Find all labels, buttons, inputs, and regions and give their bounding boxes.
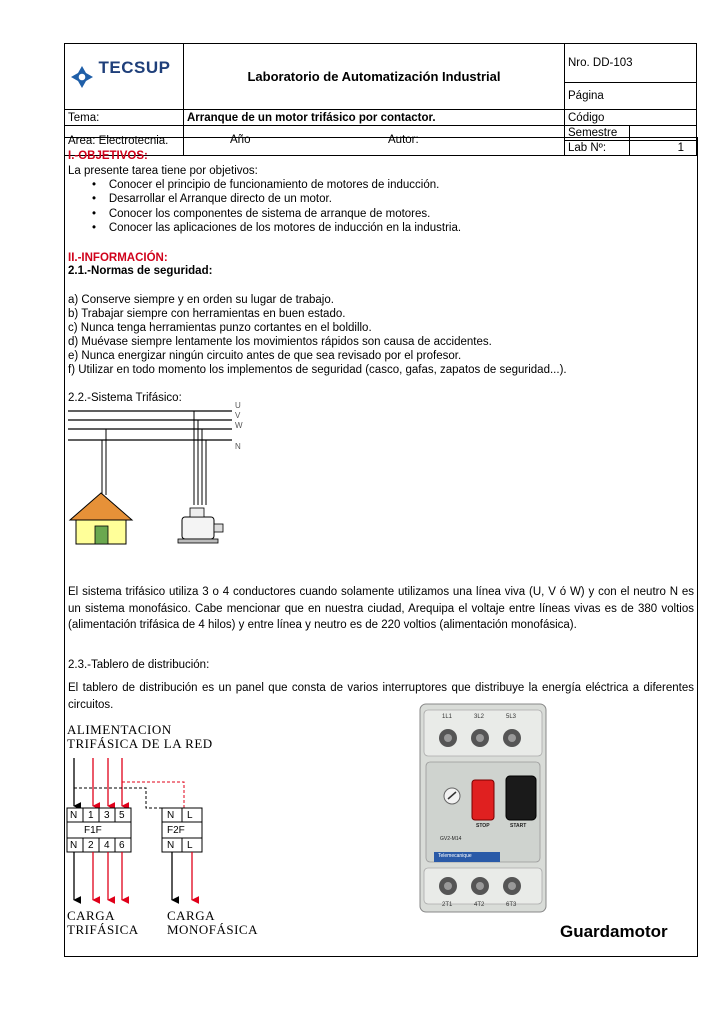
- norma-item: b) Trabajar siempre con herramientas en buen estado.: [68, 308, 346, 320]
- lab-title: Laboratorio de Automatización Industrial: [184, 44, 565, 110]
- codigo-cell: Código: [565, 110, 697, 126]
- tablero-paragraph: El tablero de distribución es un panel que consta de varios interruptores que distribuye la energía eléctrica a diferentes circuitos.: [68, 682, 694, 711]
- f2f-top-n: N: [167, 810, 175, 821]
- logo-text: TECSUP: [98, 57, 171, 77]
- norma-item: e) Nunca energizar ningún circuito antes de que sea revisado por el profesor.: [68, 350, 462, 362]
- list-item: • Conocer las aplicaciones de los motores de inducción en la industria.: [92, 222, 462, 234]
- logo-cell: [65, 44, 184, 110]
- list-item: • Conocer el principio de funcionamiento de motores de inducción.: [92, 179, 440, 191]
- f2f-bottom-l: L: [187, 840, 193, 851]
- tema-label: Tema:: [65, 110, 184, 126]
- terminal-label: 3L2: [474, 714, 485, 720]
- area-cell: Area: Electrotecnia.: [65, 126, 184, 156]
- nro-cell: Nro. DD-103: [565, 44, 697, 83]
- model-label: GV2-M14: [440, 836, 462, 842]
- guardamotor-image: [396, 700, 566, 916]
- start-label: START: [510, 823, 527, 829]
- norma-item: f) Utilizar en todo momento los implementos de seguridad (casco, gafas, zapatos de seguridad...).: [68, 364, 567, 376]
- guardamotor-caption: Guardamotor: [560, 922, 668, 941]
- tema-value: Arranque de un motor trifásico por contactor.: [184, 110, 565, 126]
- carga-trifasica-2: TRIFÁSICA: [67, 922, 139, 937]
- house-icon: [70, 493, 132, 544]
- motor-icon: [178, 508, 223, 543]
- diagram-title-1: ALIMENTACION: [67, 722, 172, 737]
- autor-label: Autor:: [388, 134, 419, 146]
- objetivos-title: I.-OBJETIVOS:: [68, 150, 148, 162]
- terminal-label: 4T2: [474, 902, 485, 908]
- informacion-title: II.-INFORMACIÓN:: [68, 252, 168, 264]
- semestre-cell: Semestre: [565, 126, 630, 141]
- lab-no-value: 1: [630, 141, 697, 156]
- stop-label: STOP: [476, 823, 490, 829]
- stop-button-icon: [472, 780, 494, 820]
- list-item: • Desarrollar el Arranque directo de un motor.: [92, 193, 332, 205]
- terminal-label: 2T1: [442, 902, 453, 908]
- three-phase-diagram: [66, 400, 256, 550]
- label-u: U: [235, 401, 241, 410]
- f1f-top-1: 1: [88, 810, 94, 821]
- normas-title: 2.1.-Normas de seguridad:: [68, 265, 213, 277]
- f1f-bottom-2: 2: [88, 840, 94, 851]
- brand-label: Telemecanique: [438, 853, 472, 859]
- terminal-label: 1L1: [442, 714, 453, 720]
- f1f-label: F1F: [84, 825, 102, 836]
- terminal-label: 5L3: [506, 714, 517, 720]
- terminal-label: 6T3: [506, 902, 517, 908]
- norma-item: a) Conserve siempre y en orden su lugar de trabajo.: [68, 294, 334, 306]
- carga-monofasica-2: MONOFÁSICA: [167, 922, 258, 937]
- lab-no-cell: Lab Nº:: [565, 141, 630, 156]
- anio-label: Año: [230, 134, 251, 146]
- f2f-label: F2F: [167, 825, 185, 836]
- label-v: V: [235, 411, 241, 420]
- label-w: W: [235, 421, 243, 430]
- sistema-paragraph: El sistema trifásico utiliza 3 o 4 conductores cuando solamente utilizamos una línea viva (U, V ó W) y con el neutro N es un sistema monofásico. Cabe mencionar que en nuestra ciudad, Arequipa el voltaje entre líneas vivas es de 380 voltios (alimentación trifásica de 4 hilos) y entre línea y neutro es de 220 voltios (alimentación monofásica).: [68, 586, 694, 631]
- f1f-bottom-6: 6: [119, 840, 125, 851]
- diagram-title-2: TRIFÁSICA DE LA RED: [67, 736, 213, 751]
- f2f-bottom-n: N: [167, 840, 175, 851]
- f1f-top-5: 5: [119, 810, 125, 821]
- pagina-cell: Página: [565, 83, 697, 110]
- norma-item: d) Muévase siempre lentamente los movimientos rápidos son causa de accidentes.: [68, 336, 492, 348]
- f2f-top-l: L: [187, 810, 193, 821]
- f1f-bottom-4: 4: [104, 840, 110, 851]
- norma-item: c) Nunca tenga herramientas punzo cortantes en el boldillo.: [68, 322, 372, 334]
- label-n: N: [235, 442, 241, 451]
- f1f-top-n: N: [70, 810, 78, 821]
- list-item: • Conocer los componentes de sistema de arranque de motores.: [92, 208, 431, 220]
- sistema-title: 2.2.-Sistema Trifásico:: [68, 392, 182, 404]
- objetivos-intro: La presente tarea tiene por objetivos:: [68, 165, 258, 177]
- carga-trifasica-1: CARGA: [67, 908, 116, 923]
- carga-monofasica-1: CARGA: [167, 908, 216, 923]
- f1f-top-3: 3: [104, 810, 110, 821]
- tablero-title: 2.3.-Tablero de distribución:: [68, 659, 210, 671]
- f1f-bottom-n: N: [70, 840, 78, 851]
- start-button-icon: [506, 776, 536, 820]
